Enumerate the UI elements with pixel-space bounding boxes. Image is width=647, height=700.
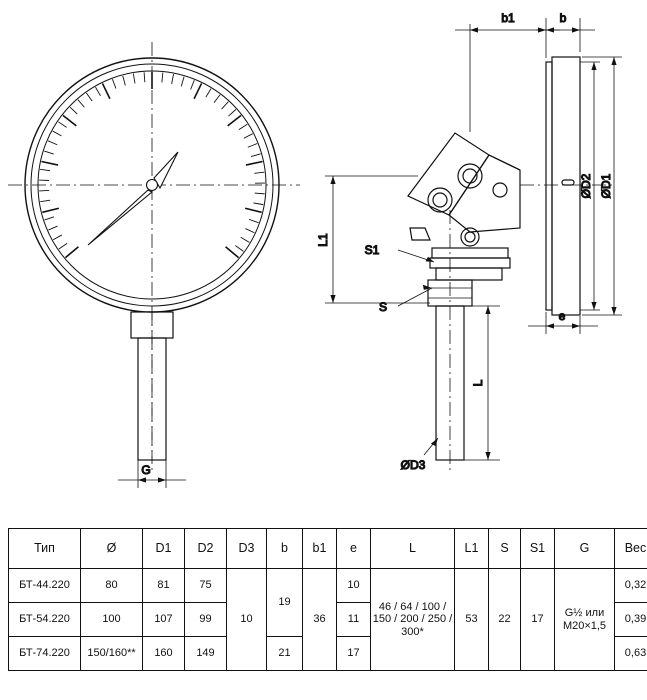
- dimension-b1-b: [455, 18, 595, 132]
- cell-e-1: 10: [337, 569, 371, 603]
- col-header-l1: L1: [455, 529, 489, 569]
- table-row: [9, 569, 647, 603]
- col-header-diameter: Ø: [81, 529, 143, 569]
- label-d3: ØD3: [400, 458, 426, 472]
- spec-table: [8, 528, 647, 671]
- cell-d2-2: 99: [185, 603, 227, 637]
- table-header-row: [9, 529, 647, 569]
- spec-table-wrapper: [8, 528, 647, 671]
- col-header-weight: Вес: [615, 529, 647, 569]
- cell-d1-2: 107: [143, 603, 185, 637]
- col-header-s: S: [489, 529, 521, 569]
- cell-diameter-1: 80: [81, 569, 143, 603]
- col-header-e: e: [337, 529, 371, 569]
- label-s: S: [378, 300, 388, 314]
- cell-d1-1: 81: [143, 569, 185, 603]
- cell-b-merged-top: 19: [267, 569, 303, 637]
- col-header-b1: b1: [303, 529, 337, 569]
- col-header-type: Тип: [9, 529, 81, 569]
- cell-s-merged: 22: [489, 569, 521, 671]
- cell-weight-2: 0,39: [615, 603, 647, 637]
- cell-diameter-3: 150/160**: [81, 637, 143, 671]
- cell-weight-1: 0,32: [615, 569, 647, 603]
- col-header-l: L: [371, 529, 455, 569]
- cell-l1-merged: 53: [455, 569, 489, 671]
- dimension-g: [118, 460, 186, 488]
- label-d2: ØD2: [579, 173, 593, 199]
- label-d1: ØD1: [599, 173, 613, 199]
- center-axis-side: [450, 185, 612, 470]
- cell-type-1: БТ-44.220: [9, 569, 81, 603]
- label-b: b: [559, 11, 567, 25]
- label-s1: S1: [364, 243, 380, 257]
- side-view-case: [546, 57, 580, 315]
- cell-weight-3: 0,63: [615, 637, 647, 671]
- label-l: L: [471, 379, 485, 387]
- col-header-d3: D3: [227, 529, 267, 569]
- cell-type-2: БТ-54.220: [9, 603, 81, 637]
- cell-d2-1: 75: [185, 569, 227, 603]
- cell-type-3: БТ-74.220: [9, 637, 81, 671]
- col-header-d1: D1: [143, 529, 185, 569]
- label-b1: b1: [501, 11, 515, 25]
- col-header-d2: D2: [185, 529, 227, 569]
- cell-e-2: 11: [337, 603, 371, 637]
- cell-g-merged: G½ или М20×1,5: [555, 569, 615, 671]
- cell-d3-merged: 10: [227, 569, 267, 671]
- col-header-b: b: [267, 529, 303, 569]
- col-header-s1: S1: [521, 529, 555, 569]
- side-view-joint: [408, 133, 520, 460]
- cell-b-bottom: 21: [267, 637, 303, 671]
- cell-l-merged: 46 / 64 / 100 / 150 / 200 / 250 / 300*: [371, 569, 455, 671]
- cell-d1-3: 160: [143, 637, 185, 671]
- cell-diameter-2: 100: [81, 603, 143, 637]
- label-g: G: [141, 463, 151, 477]
- leader-s1: [398, 250, 434, 262]
- cell-e-3: 17: [337, 637, 371, 671]
- label-l1: L1: [316, 233, 330, 247]
- cell-d2-3: 149: [185, 637, 227, 671]
- label-e: e: [558, 309, 566, 323]
- cell-s1-merged: 17: [521, 569, 555, 671]
- col-header-g: G: [555, 529, 615, 569]
- dial-pointer: [88, 152, 178, 245]
- cell-b1-merged: 36: [303, 569, 337, 671]
